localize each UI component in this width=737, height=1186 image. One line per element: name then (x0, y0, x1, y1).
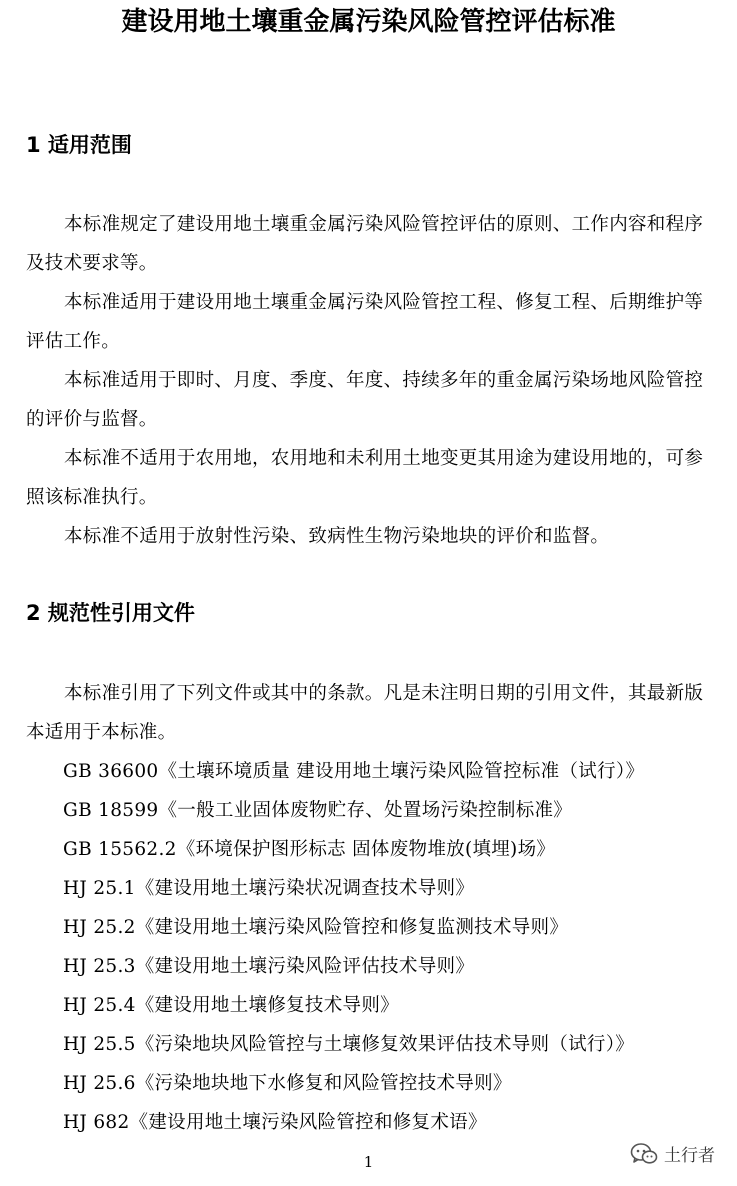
scope-paragraph: 本标准不适用于放射性污染、致病性生物污染地块的评价和监督。 (64, 526, 610, 547)
scope-paragraph: 本标准适用于建设用地土壤重金属污染风险管控工程、修复工程、后期维护等评估工作。 (26, 292, 704, 352)
reference-item: HJ 25.6《污染地块地下水修复和风险管控技术导则》 (63, 1073, 512, 1094)
scope-paragraph: 本标准不适用于农用地，农用地和未利用土地变更其用途为建设用地的，可参照该标准执行。 (26, 448, 704, 508)
reference-item: HJ 682《建设用地土壤污染风险管控和修复术语》 (63, 1112, 487, 1133)
scope-paragraph: 本标准适用于即时、月度、季度、年度、持续多年的重金属污染场地风险管控的评价与监督。 (26, 370, 704, 430)
wechat-icon (630, 1142, 658, 1166)
watermark-text: 土行者 (664, 1146, 715, 1166)
reference-item: HJ 25.3《建设用地土壤污染风险评估技术导则》 (63, 956, 475, 977)
section-heading-scope: 1 适用范围 (26, 133, 132, 157)
reference-item: HJ 25.5《污染地块风险管控与土壤修复效果评估技术导则（试行）》 (63, 1034, 635, 1055)
reference-list (63, 752, 644, 1142)
reference-item: GB 18599《一般工业固体废物贮存、处置场污染控制标准》 (63, 800, 573, 821)
reference-item: GB 15562.2《环境保护图形标志 固体废物堆放(填埋)场》 (63, 839, 556, 860)
watermark (630, 1141, 715, 1166)
page-number: 1 (363, 1153, 374, 1171)
reference-item: HJ 25.4《建设用地土壤修复技术导则》 (63, 995, 399, 1016)
references-intro-paragraph: 本标准引用了下列文件或其中的条款。凡是未注明日期的引用文件，其最新版本适用于本标准。 (26, 683, 704, 743)
reference-item: HJ 25.1《建设用地土壤污染状况调查技术导则》 (63, 878, 475, 899)
reference-item: HJ 25.2《建设用地土壤污染风险管控和修复监测技术导则》 (63, 917, 569, 938)
section-heading-normative-references: 2 规范性引用文件 (26, 601, 195, 625)
document-title: 建设用地土壤重金属污染风险管控评估标准 (121, 7, 616, 37)
scope-paragraph: 本标准规定了建设用地土壤重金属污染风险管控评估的原则、工作内容和程序及技术要求等。 (26, 214, 704, 274)
reference-item: GB 36600《土壤环境质量 建设用地土壤污染风险管控标准（试行）》 (63, 761, 645, 782)
